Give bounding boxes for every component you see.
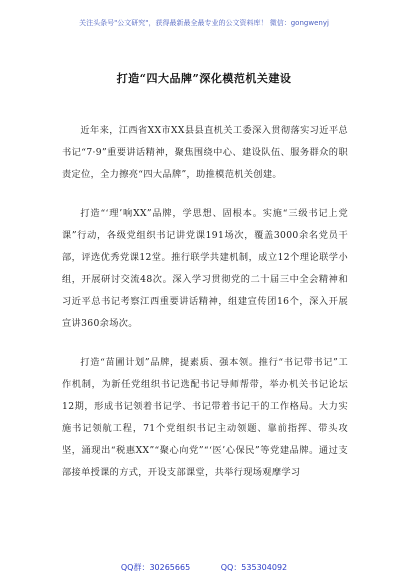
footer-qq-group: QQ群：30265665 — [120, 563, 191, 572]
paragraph-intro: 近年来，江西省XX市XX县县直机关工委深入贯彻落实习近平总书记“7·9”重要讲话精神，聚焦围绕中心、建设队伍、服务群众的职责定位，全力擦亮“四大品牌”，助推模范机关创建。 — [62, 125, 348, 180]
document-title: 打造“四大品牌”深化模范机关建设 — [116, 72, 292, 85]
page-footer — [0, 562, 408, 573]
page-header-banner: 关注头条号"公文研究"，获得最新最全最专业的公文资料库！ 微信：gongwenyj — [79, 19, 329, 27]
document-body — [62, 120, 348, 501]
paragraph-nursery-brand: 打造“苗圃计划”品牌，提素质、强本领。推行“书记带书记”工作机制，为新任党组织书记选配书记导师帮带，举办机关书记论坛12期，形成书记领着书记学、书记带着书记干的工作格局。大力实施书记领航工程，71个党组织书记主动领题、靠前指挥、带头攻坚，涌现出“税惠XX”“聚心向党”“‘医’心保民”等党建品牌。通过支部接单授课的方式，开设支部课堂，共举行现场观摩学习 — [62, 357, 348, 478]
paragraph-theory-brand: 打造“‘理’响XX”品牌，学思想、固根本。实施“三级书记上党课”行动，各级党组织书记讲党课191场次，覆盖3000余名党员干部，评选优秀党课12堂。推行联学共建机制，成立12个理论联学小组，开展研讨交流48次。深入学习贯彻党的二十届三中全会精神和习近平总书记考察江西重要讲话精神，组建宣传团16个，深入开展宣讲360余场次。 — [62, 208, 348, 329]
footer-qq-contact: QQ：535304092 — [220, 563, 288, 572]
